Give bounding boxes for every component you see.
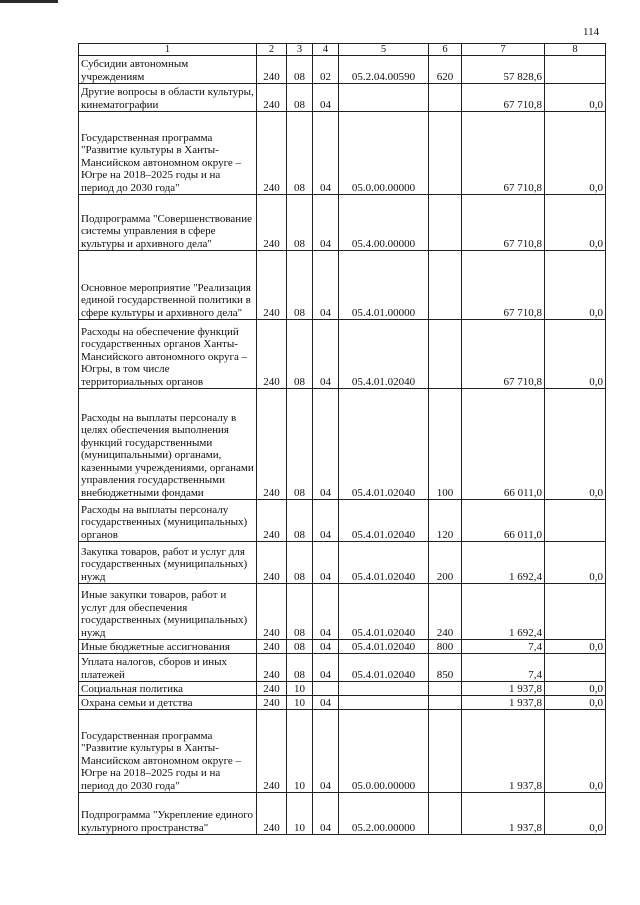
extra-amount-cell: 0,0 — [545, 710, 606, 793]
code-cell: 240 — [257, 793, 287, 835]
expense-type-cell: 850 — [429, 654, 462, 682]
header-cell: 7 — [462, 44, 545, 56]
row-name-cell: Закупка товаров, работ и услуг для государственных (муниципальных) нужд — [79, 542, 257, 584]
extra-amount-cell: 0,0 — [545, 251, 606, 320]
target-article-cell — [339, 682, 429, 696]
target-article-cell: 05.4.01.02040 — [339, 320, 429, 389]
subsection-cell: 04 — [313, 320, 339, 389]
section-cell: 10 — [287, 710, 313, 793]
amount-cell: 67 710,8 — [462, 84, 545, 112]
header-cell: 3 — [287, 44, 313, 56]
table-row — [79, 584, 606, 640]
code-cell: 240 — [257, 640, 287, 654]
target-article-cell: 05.2.00.00000 — [339, 793, 429, 835]
row-name-cell: Подпрограмма "Совершенствование системы управления в сфере культуры и архивного дела" — [79, 195, 257, 251]
amount-cell: 67 710,8 — [462, 195, 545, 251]
expense-type-cell — [429, 112, 462, 195]
target-article-cell: 05.2.04.00590 — [339, 56, 429, 84]
section-cell: 08 — [287, 195, 313, 251]
row-name-cell: Основное мероприятие "Реализация единой государственной политики в сфере культуры и архивного дела" — [79, 251, 257, 320]
target-article-cell: 05.4.01.02040 — [339, 542, 429, 584]
amount-cell: 67 710,8 — [462, 320, 545, 389]
amount-cell: 7,4 — [462, 654, 545, 682]
table-row — [79, 84, 606, 112]
row-name-cell: Подпрограмма "Укрепление единого культурного пространства" — [79, 793, 257, 835]
extra-amount-cell: 0,0 — [545, 682, 606, 696]
section-cell: 08 — [287, 584, 313, 640]
extra-amount-cell: 0,0 — [545, 112, 606, 195]
amount-cell: 67 710,8 — [462, 112, 545, 195]
extra-amount-cell: 0,0 — [545, 793, 606, 835]
section-cell: 08 — [287, 542, 313, 584]
code-cell: 240 — [257, 542, 287, 584]
subsection-cell: 04 — [313, 389, 339, 500]
extra-amount-cell: 0,0 — [545, 696, 606, 710]
target-article-cell: 05.4.01.02040 — [339, 389, 429, 500]
section-cell: 08 — [287, 320, 313, 389]
extra-amount-cell — [545, 56, 606, 84]
section-cell: 08 — [287, 84, 313, 112]
header-cell: 4 — [313, 44, 339, 56]
section-cell: 08 — [287, 389, 313, 500]
expense-type-cell: 800 — [429, 640, 462, 654]
expense-type-cell: 620 — [429, 56, 462, 84]
header-cell: 6 — [429, 44, 462, 56]
table-row — [79, 56, 606, 84]
target-article-cell: 05.4.01.02040 — [339, 584, 429, 640]
code-cell: 240 — [257, 84, 287, 112]
row-name-cell: Другие вопросы в области культуры, кинематографии — [79, 84, 257, 112]
expense-type-cell — [429, 710, 462, 793]
subsection-cell: 04 — [313, 500, 339, 542]
table-body — [79, 56, 606, 835]
target-article-cell — [339, 84, 429, 112]
extra-amount-cell — [545, 584, 606, 640]
row-name-cell: Расходы на обеспечение функций государственных органов Ханты-Мансийского автономного округа – Югры, в том числе территориальных органов — [79, 320, 257, 389]
amount-cell: 1 692,4 — [462, 584, 545, 640]
code-cell: 240 — [257, 112, 287, 195]
expense-type-cell — [429, 696, 462, 710]
subsection-cell: 04 — [313, 696, 339, 710]
target-article-cell: 05.4.01.02040 — [339, 654, 429, 682]
row-name-cell: Расходы на выплаты персоналу государственных (муниципальных) органов — [79, 500, 257, 542]
header-cell: 2 — [257, 44, 287, 56]
extra-amount-cell — [545, 654, 606, 682]
header-cell: 5 — [339, 44, 429, 56]
subsection-cell: 04 — [313, 195, 339, 251]
table-row — [79, 682, 606, 696]
expense-type-cell — [429, 682, 462, 696]
row-name-cell: Иные бюджетные ассигнования — [79, 640, 257, 654]
header-cell: 8 — [545, 44, 606, 56]
extra-amount-cell: 0,0 — [545, 84, 606, 112]
amount-cell: 1 937,8 — [462, 696, 545, 710]
section-cell: 08 — [287, 56, 313, 84]
section-cell: 10 — [287, 793, 313, 835]
subsection-cell: 04 — [313, 84, 339, 112]
table-row — [79, 696, 606, 710]
subsection-cell: 04 — [313, 112, 339, 195]
code-cell: 240 — [257, 682, 287, 696]
row-name-cell: Государственная программа "Развитие культуры в Ханты-Мансийском автономном округе – Югре на 2018–2025 годы и на период до 2030 года" — [79, 710, 257, 793]
code-cell: 240 — [257, 654, 287, 682]
row-name-cell: Охрана семьи и детства — [79, 696, 257, 710]
expense-type-cell: 120 — [429, 500, 462, 542]
row-name-cell: Социальная политика — [79, 682, 257, 696]
extra-amount-cell: 0,0 — [545, 542, 606, 584]
extra-amount-cell — [545, 500, 606, 542]
section-cell: 08 — [287, 654, 313, 682]
amount-cell: 66 011,0 — [462, 500, 545, 542]
subsection-cell: 04 — [313, 793, 339, 835]
expense-type-cell: 240 — [429, 584, 462, 640]
code-cell: 240 — [257, 320, 287, 389]
table-row — [79, 654, 606, 682]
table-row — [79, 320, 606, 389]
row-name-cell: Уплата налогов, сборов и иных платежей — [79, 654, 257, 682]
amount-cell: 1 937,8 — [462, 682, 545, 696]
expense-type-cell — [429, 320, 462, 389]
table-row — [79, 793, 606, 835]
expense-type-cell — [429, 251, 462, 320]
section-cell: 10 — [287, 696, 313, 710]
expense-type-cell: 200 — [429, 542, 462, 584]
amount-cell: 1 937,8 — [462, 710, 545, 793]
subsection-cell: 04 — [313, 640, 339, 654]
subsection-cell: 04 — [313, 251, 339, 320]
expense-type-cell — [429, 84, 462, 112]
table-row — [79, 542, 606, 584]
code-cell: 240 — [257, 389, 287, 500]
expense-type-cell: 100 — [429, 389, 462, 500]
header-row — [79, 44, 606, 56]
table-row — [79, 112, 606, 195]
amount-cell: 1 692,4 — [462, 542, 545, 584]
code-cell: 240 — [257, 584, 287, 640]
amount-cell: 66 011,0 — [462, 389, 545, 500]
target-article-cell — [339, 696, 429, 710]
code-cell: 240 — [257, 696, 287, 710]
row-name-cell: Иные закупки товаров, работ и услуг для обеспечения государственных (муниципальных) нужд — [79, 584, 257, 640]
subsection-cell — [313, 682, 339, 696]
amount-cell: 67 710,8 — [462, 251, 545, 320]
target-article-cell: 05.4.01.02040 — [339, 500, 429, 542]
table-row — [79, 389, 606, 500]
subsection-cell: 04 — [313, 584, 339, 640]
code-cell: 240 — [257, 251, 287, 320]
section-cell: 08 — [287, 500, 313, 542]
table-row — [79, 195, 606, 251]
row-name-cell: Субсидии автономным учреждениям — [79, 56, 257, 84]
subsection-cell: 04 — [313, 654, 339, 682]
section-cell: 08 — [287, 251, 313, 320]
row-name-cell: Расходы на выплаты персоналу в целях обеспечения выполнения функций государственными (муниципальными) органами, казенными учреждениями, органами управления государственными внебюджетными фондами — [79, 389, 257, 500]
code-cell: 240 — [257, 500, 287, 542]
code-cell: 240 — [257, 56, 287, 84]
budget-table — [78, 43, 606, 835]
table-row — [79, 251, 606, 320]
subsection-cell: 02 — [313, 56, 339, 84]
target-article-cell: 05.4.01.02040 — [339, 640, 429, 654]
row-name-cell: Государственная программа "Развитие культуры в Ханты-Мансийском автономном округе – Югре на 2018–2025 годы и на период до 2030 года" — [79, 112, 257, 195]
section-cell: 08 — [287, 112, 313, 195]
extra-amount-cell: 0,0 — [545, 640, 606, 654]
expense-type-cell — [429, 195, 462, 251]
section-cell: 10 — [287, 682, 313, 696]
section-cell: 08 — [287, 640, 313, 654]
table-row — [79, 500, 606, 542]
target-article-cell: 05.0.00.00000 — [339, 112, 429, 195]
target-article-cell: 05.4.00.00000 — [339, 195, 429, 251]
extra-amount-cell: 0,0 — [545, 320, 606, 389]
target-article-cell: 05.4.01.00000 — [339, 251, 429, 320]
subsection-cell: 04 — [313, 710, 339, 793]
target-article-cell: 05.0.00.00000 — [339, 710, 429, 793]
code-cell: 240 — [257, 710, 287, 793]
extra-amount-cell: 0,0 — [545, 195, 606, 251]
extra-amount-cell: 0,0 — [545, 389, 606, 500]
amount-cell: 1 937,8 — [462, 793, 545, 835]
code-cell: 240 — [257, 195, 287, 251]
amount-cell: 57 828,6 — [462, 56, 545, 84]
table-row — [79, 710, 606, 793]
top-scan-mark — [0, 0, 58, 3]
page-number: 114 — [583, 26, 600, 38]
subsection-cell: 04 — [313, 542, 339, 584]
expense-type-cell — [429, 793, 462, 835]
amount-cell: 7,4 — [462, 640, 545, 654]
header-cell: 1 — [79, 44, 257, 56]
table-row — [79, 640, 606, 654]
